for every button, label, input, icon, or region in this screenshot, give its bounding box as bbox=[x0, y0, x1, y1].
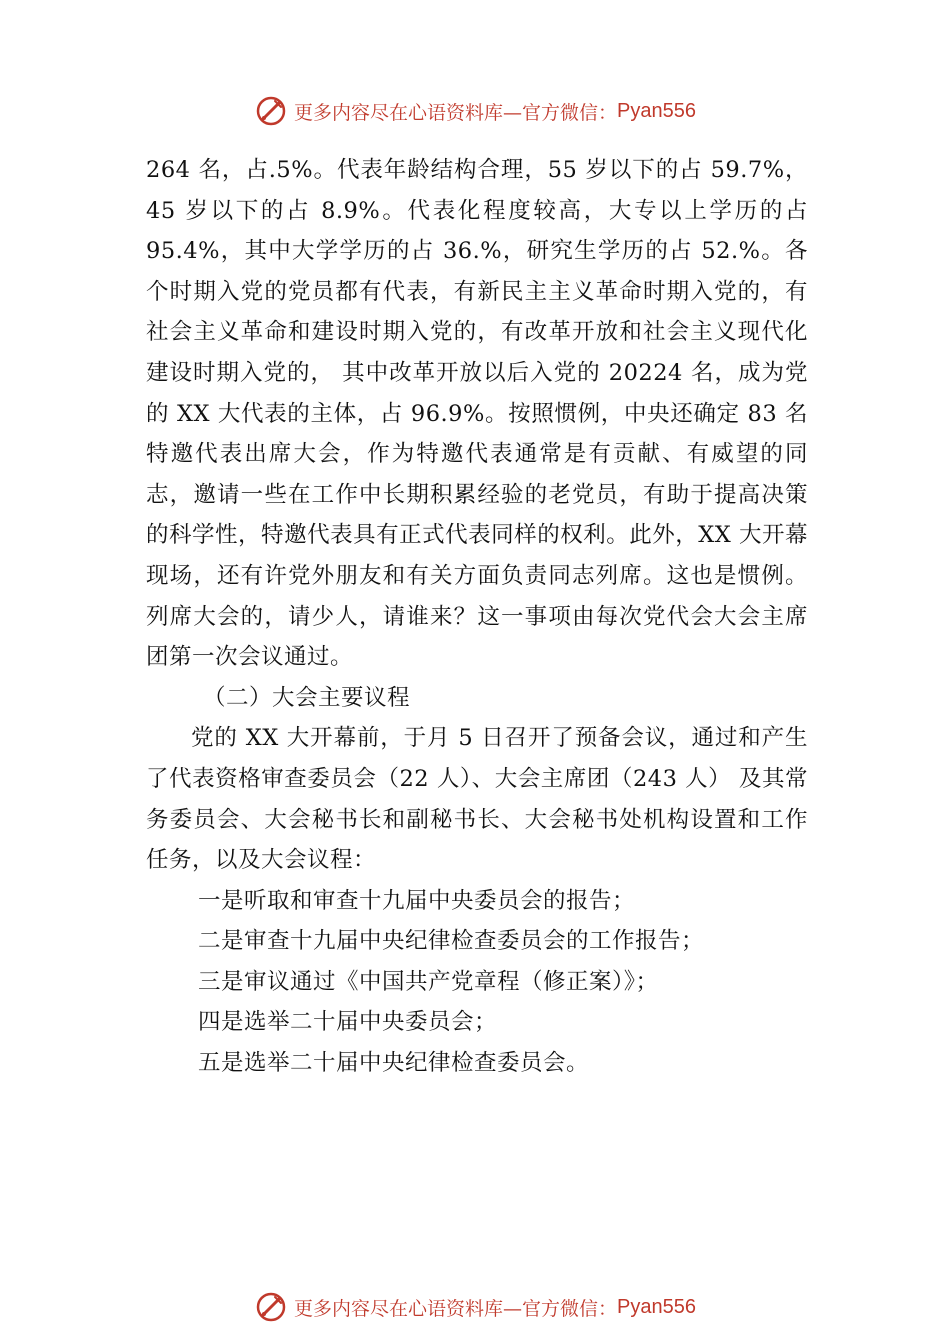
pen-circle-logo-icon bbox=[254, 94, 288, 128]
agenda-item: 一是听取和审查十九届中央委员会的报告； bbox=[198, 887, 636, 914]
agenda-item: 三是审议通过《中国共产党章程（修正案）》； bbox=[198, 968, 659, 995]
section-heading: （二）大会主要议程 bbox=[203, 684, 411, 711]
agenda-item: 五是选举二十届中央纪律检查委员会。 bbox=[198, 1050, 590, 1077]
paragraph-preparatory-meeting: 党的 XX 大开幕前，于月 5 日召开了预备会议，通过和产生了代表资格审查委员会（22 人）、大会主席团（243 人） 及其常务委员会、大会秘书长和副秘书长、大会秘书处机构设置和工作任务，以及大会议程： bbox=[146, 725, 808, 874]
banner-wechat-id: Pyan556 bbox=[617, 1295, 696, 1318]
document-body bbox=[146, 150, 808, 1084]
pen-circle-logo-icon bbox=[254, 1290, 288, 1324]
banner-wechat-id: Pyan556 bbox=[617, 99, 696, 122]
footer-banner bbox=[0, 1290, 950, 1324]
agenda-item: 二是审查十九届中央纪律检查委员会的工作报告； bbox=[198, 928, 705, 955]
agenda-item: 四是选举二十届中央委员会； bbox=[198, 1009, 498, 1036]
paragraph-delegates: 264 名，占.5%。代表年龄结构合理，55 岁以下的占 59.7%，45 岁以下的占 8.9%。代表化程度较高，大专以上学历的占 95.4%，其中大学学历的占 36.%，研究生学历的占 52.%。各个时期入党的党员都有代表，有新民主主义革命时期入党的，有社会主义革命和建设时期入党的，有改革开放和社会主义现代化建设时期入党的， 其中改革开放以后入党的 20224 名，成为党的 XX 大代表的主体，占 96.9%。按照惯例，中央还确定 83 名特邀代表出席大会，作为特邀代表通常是有贡献、有威望的同志，邀请一些在工作中长期积累经验的老党员，有助于提高决策的科学性，特邀代表具有正式代表同样的权利。此外，XX 大开幕现场，还有许党外朋友和有关方面负责同志列席。这也是惯例。列席大会的，请少人，请谁来？这一事项由每次党代会大会主席团第一次会议通过。 bbox=[146, 157, 808, 671]
header-banner bbox=[0, 94, 950, 128]
banner-site-text: 更多内容尽在心语资料库—官方微信： bbox=[294, 1297, 618, 1320]
banner-site-text: 更多内容尽在心语资料库—官方微信： bbox=[294, 101, 618, 124]
